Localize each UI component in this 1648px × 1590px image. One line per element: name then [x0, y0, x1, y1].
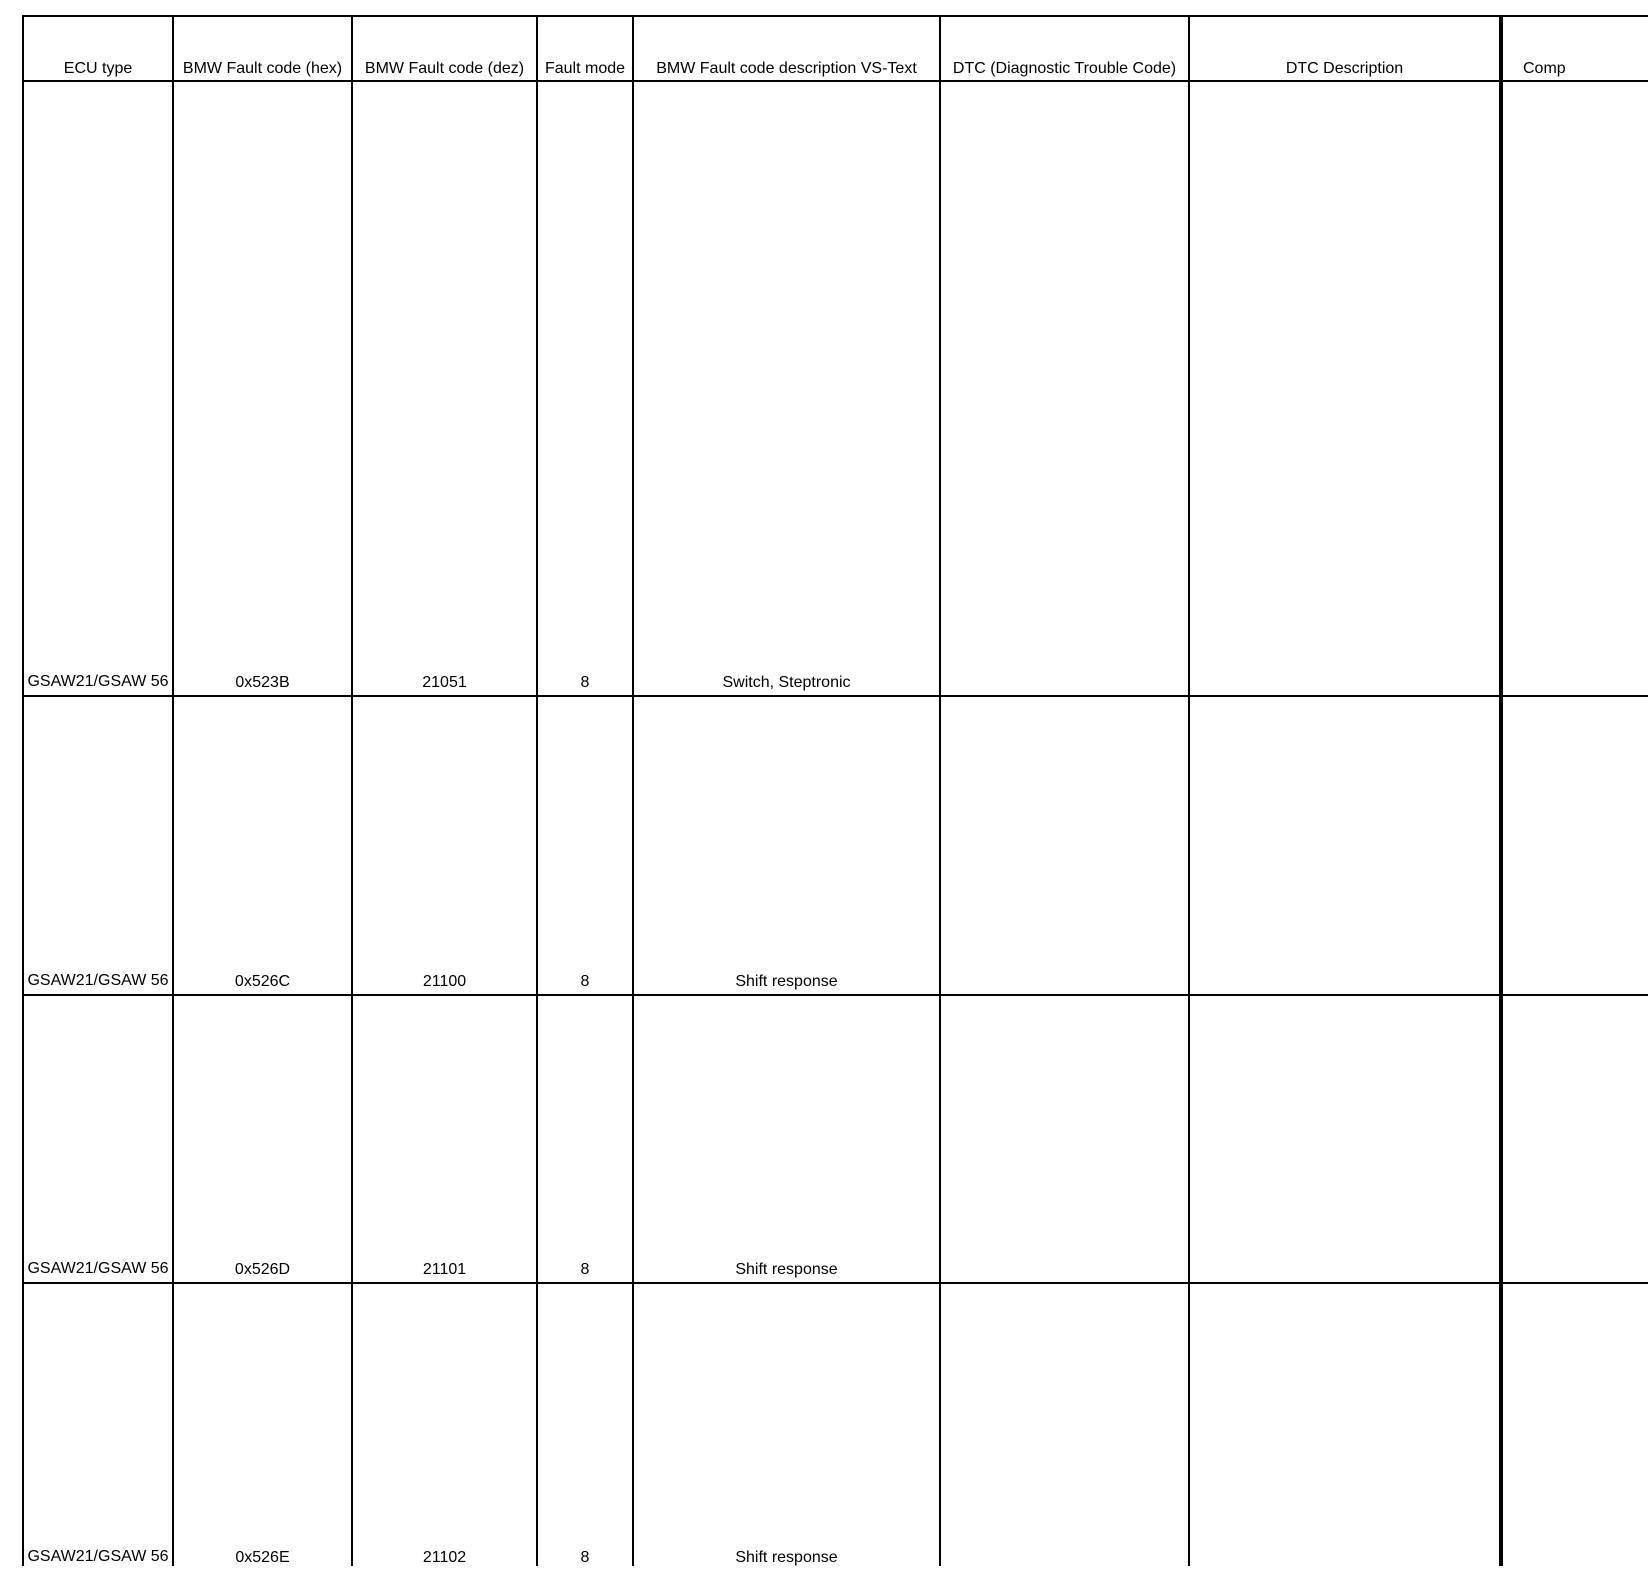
cell-fault-code-hex: 0x526C: [173, 696, 352, 995]
cell-fault-description: Shift response: [633, 696, 940, 995]
header-dtc-description: DTC Description: [1189, 16, 1501, 81]
cell-ecu-type: GSAW21/GSAW 56: [23, 1283, 173, 1566]
cell-ecu-type: GSAW21/GSAW 56: [23, 81, 173, 696]
cell-fault-mode: 8: [537, 696, 633, 995]
cell-ecu-type: GSAW21/GSAW 56: [23, 995, 173, 1283]
header-fault-description: BMW Fault code description VS-Text: [633, 16, 940, 81]
cell-fault-code-hex: 0x526E: [173, 1283, 352, 1566]
header-fault-mode: Fault mode: [537, 16, 633, 81]
cell-fault-code-dez: 21101: [352, 995, 537, 1283]
cell-dtc: [940, 696, 1189, 995]
cell-comp: [1501, 995, 1648, 1283]
table-row: [23, 1283, 1648, 1566]
cell-dtc-description: [1189, 81, 1501, 696]
cell-ecu-type: GSAW21/GSAW 56: [23, 696, 173, 995]
cell-fault-description: Switch, Steptronic: [633, 81, 940, 696]
header-fault-code-hex: BMW Fault code (hex): [173, 16, 352, 81]
cell-fault-mode: 8: [537, 1283, 633, 1566]
cell-comp: [1501, 1283, 1648, 1566]
cell-fault-code-dez: 21051: [352, 81, 537, 696]
cell-fault-code-hex: 0x523B: [173, 81, 352, 696]
cell-fault-code-hex: 0x526D: [173, 995, 352, 1283]
fault-code-sheet: [22, 15, 1648, 1566]
cell-fault-description: Shift response: [633, 995, 940, 1283]
header-fault-code-dez: BMW Fault code (dez): [352, 16, 537, 81]
cell-dtc-description: [1189, 1283, 1501, 1566]
cell-dtc-description: [1189, 696, 1501, 995]
cell-dtc: [940, 995, 1189, 1283]
header-ecu-type: ECU type: [23, 16, 173, 81]
cell-dtc: [940, 1283, 1189, 1566]
cell-dtc-description: [1189, 995, 1501, 1283]
table-row: [23, 81, 1648, 696]
fault-code-table: [22, 15, 1648, 1566]
cell-comp: [1501, 696, 1648, 995]
header-dtc: DTC (Diagnostic Trouble Code): [940, 16, 1189, 81]
cell-fault-description: Shift response: [633, 1283, 940, 1566]
header-comp: Comp: [1501, 16, 1648, 81]
cell-comp: [1501, 81, 1648, 696]
cell-dtc: [940, 81, 1189, 696]
cell-fault-code-dez: 21100: [352, 696, 537, 995]
header-row: [23, 16, 1648, 81]
cell-fault-code-dez: 21102: [352, 1283, 537, 1566]
cell-fault-mode: 8: [537, 995, 633, 1283]
cell-fault-mode: 8: [537, 81, 633, 696]
table-row: [23, 696, 1648, 995]
table-row: [23, 995, 1648, 1283]
